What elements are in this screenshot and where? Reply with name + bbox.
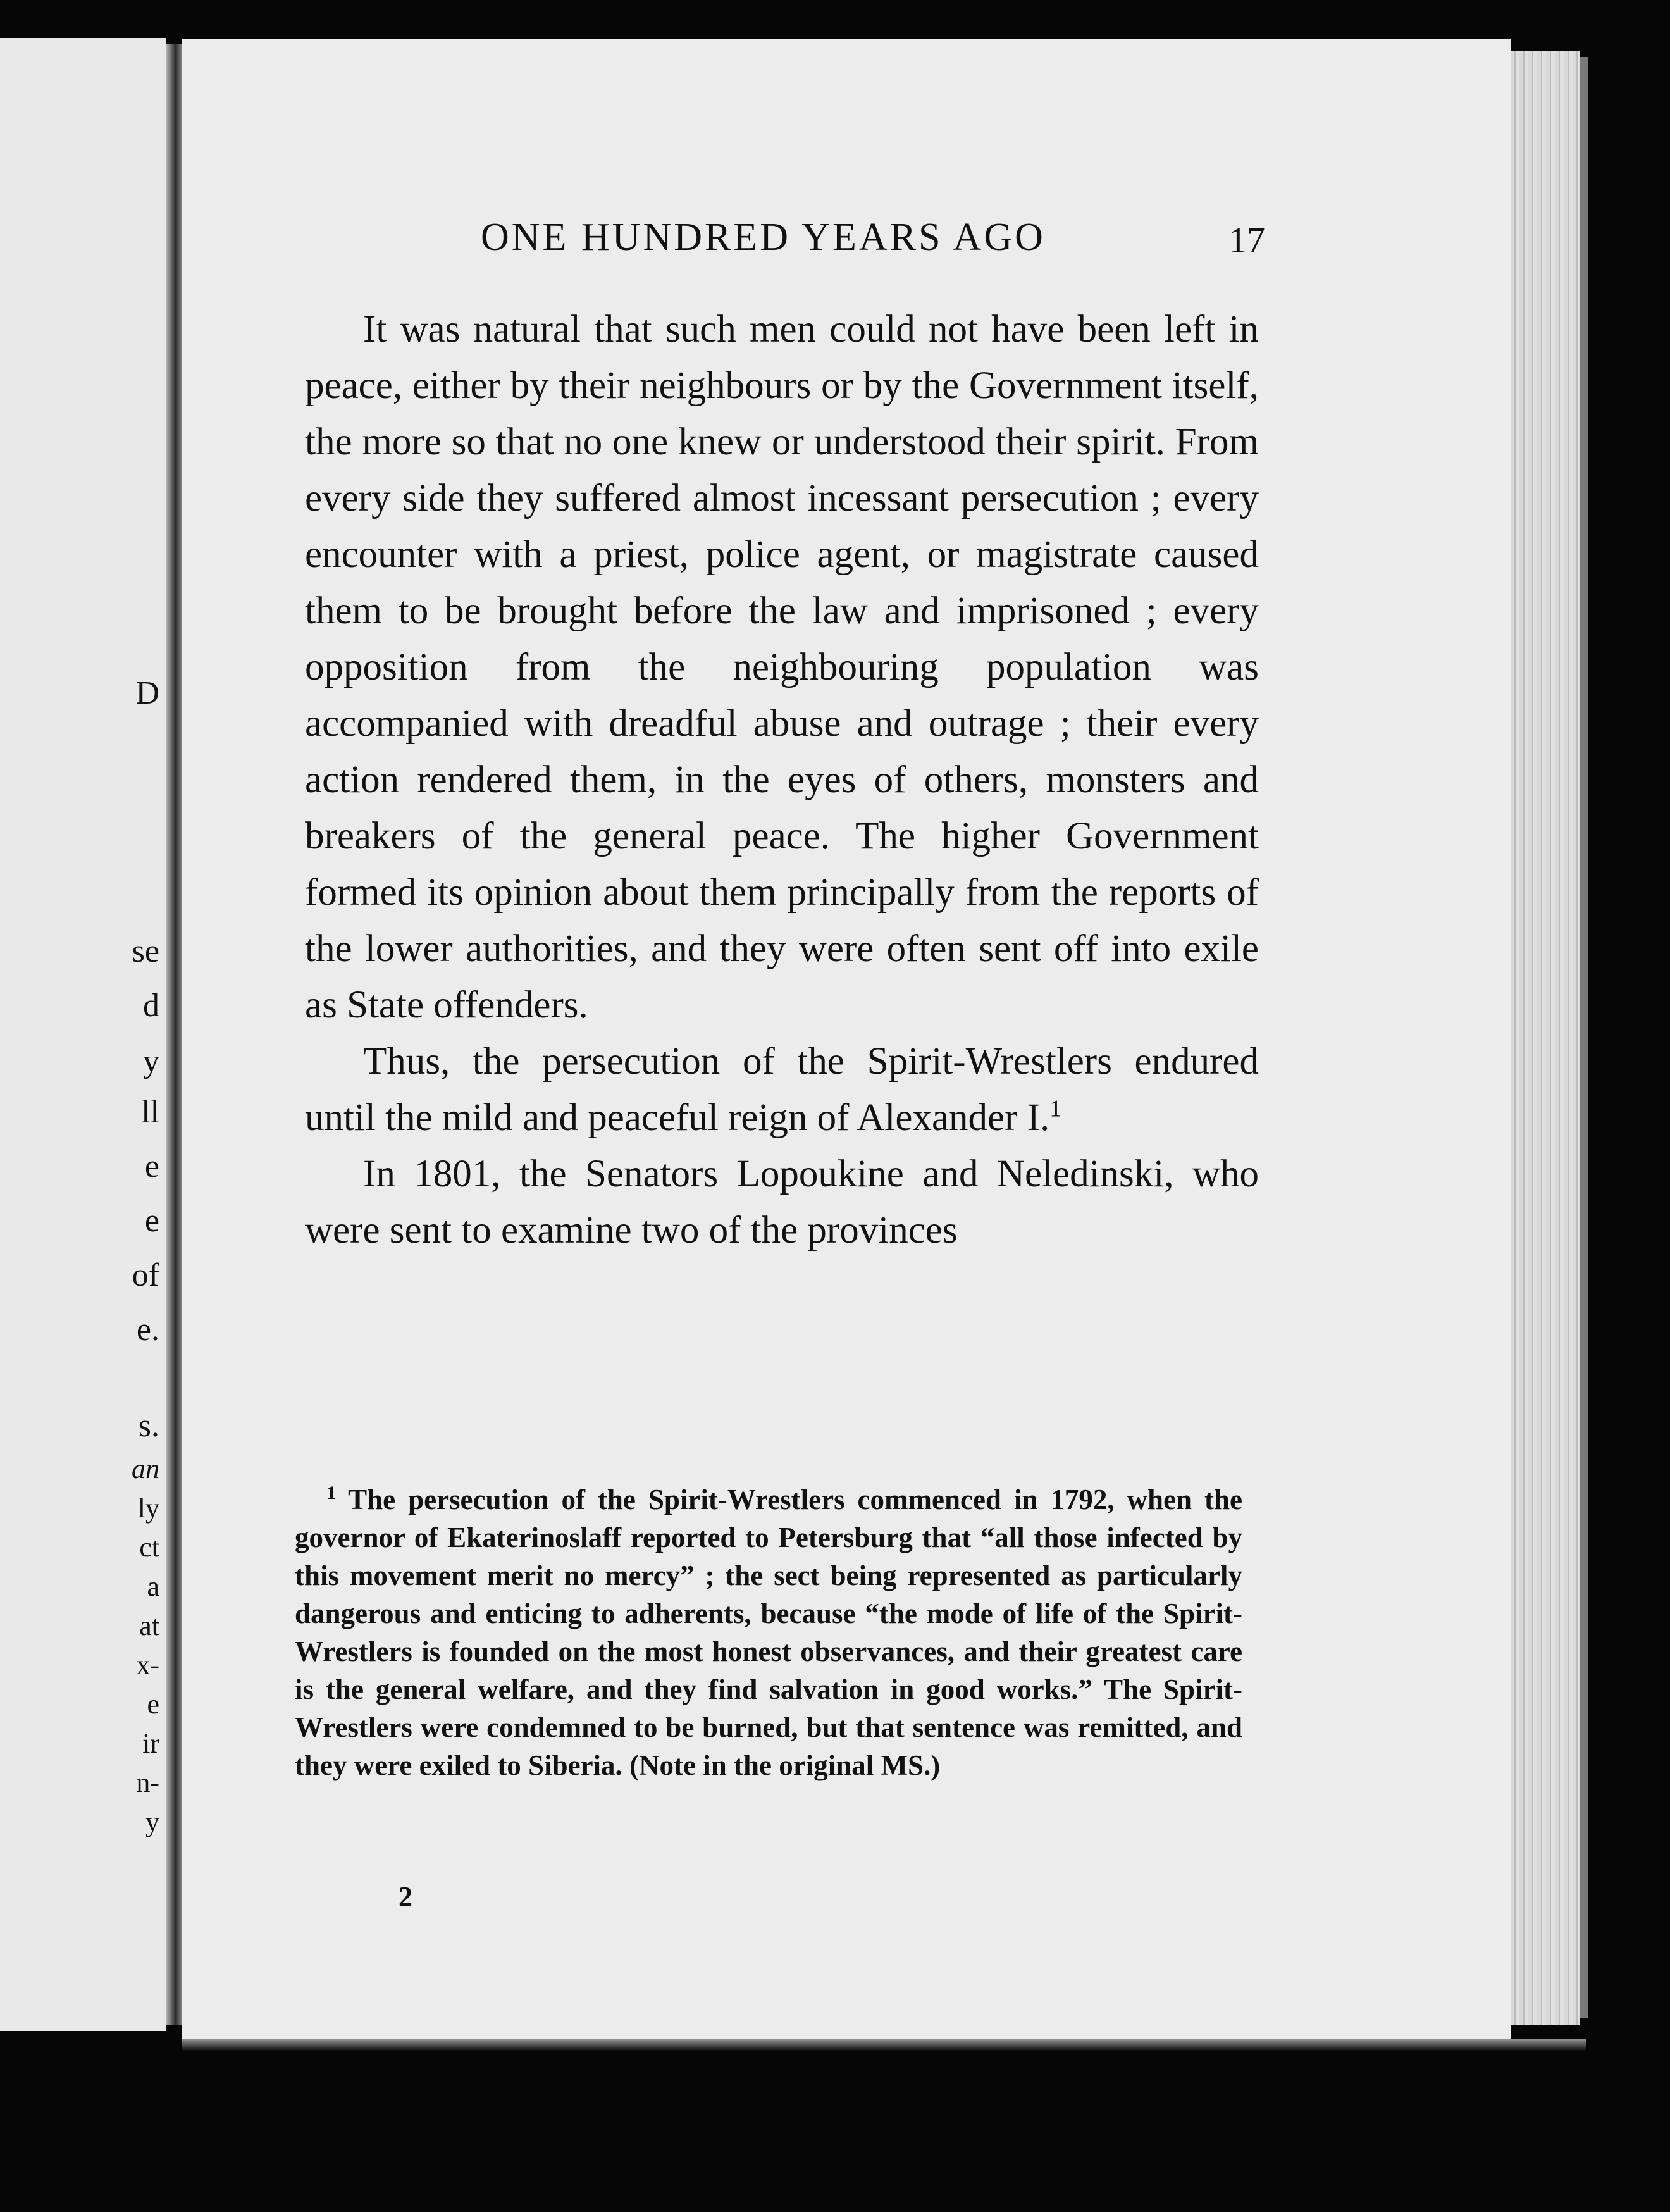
facing-page-fragment: y (145, 1806, 159, 1837)
page-bottom-shadow (182, 2039, 1586, 2051)
page-number: 17 (1228, 220, 1265, 261)
facing-page-fragment: e (144, 1148, 159, 1184)
facing-page-fragment: a (147, 1571, 159, 1602)
facing-page-fragment: x- (136, 1650, 159, 1681)
facing-page-fragment: s. (138, 1408, 159, 1444)
facing-page-fragment: ct (139, 1532, 159, 1563)
paragraph-text: In 1801, the Senators Lopoukine and Neledinski, who were sent to examine two of the provinces (305, 1153, 1259, 1252)
book-gutter (166, 44, 182, 2025)
facing-page (0, 38, 166, 2031)
facing-page-fragment: D (135, 675, 159, 711)
body-text (305, 301, 1259, 1258)
footnote-marker: 1 (326, 1482, 336, 1503)
facing-page-fragment: se (132, 933, 159, 969)
facing-page-fragment: e (144, 1203, 159, 1239)
facing-page-fragment: at (139, 1610, 159, 1641)
facing-page-fragment: n- (136, 1767, 159, 1798)
paragraph-text: Thus, the persecution of the Spirit-Wrestlers endured until the mild and peaceful reign of Alexander I. (305, 1040, 1259, 1139)
facing-page-fragment: d (143, 988, 159, 1024)
page-edges-shadow (1580, 57, 1588, 2018)
facing-page-fragment: of (132, 1257, 159, 1293)
facing-page-fragment: e. (136, 1312, 159, 1348)
facing-page-fragment: e (147, 1689, 159, 1720)
paragraph (305, 1033, 1259, 1146)
facing-page-fragment: y (143, 1043, 159, 1079)
signature-mark: 2 (399, 1881, 412, 1912)
footnote-text: The persecution of the Spirit-Wrestlers commenced in 1792, when the governor of Ekaterinoslaff reported to Petersburg that “all those infected by this movement merit no mercy” ; the sect being represented as particularly dangerous and enticing to adherents, because “the mode of life of the Spirit-Wrestlers is founded on the most honest observances, and their greatest care is the general welfare, and they find salvation in good works.” The Spirit-Wrestlers were condemned to be burned, but that sentence was remitted, and they were exiled to Siberia. (Note in the original MS.) (295, 1484, 1242, 1781)
paragraph-text: It was natural that such men could not have been left in peace, either by their neighbours or by the Government itself, the more so that no one knew or understood their spirit. From every side they suffered almost incessant persecution ; every encounter with a priest, police agent, or magistrate caused them to be brought before the law and imprisoned ; every opposition from the neighbouring population was accompanied with dreadful abuse and outrage ; their every action rendered them, in the eyes of others, monsters and breakers of the general peace. The higher Government formed its opinion about them principally from the reports of the lower authorities, and they were often sent off into exile as State offenders. (305, 308, 1259, 1026)
facing-page-fragment: ir (142, 1728, 159, 1759)
footnote-reference: 1 (1049, 1095, 1062, 1122)
facing-page-fragment: an (132, 1453, 159, 1484)
facing-page-fragment: ll (141, 1094, 159, 1130)
paragraph (305, 301, 1259, 1033)
running-title: ONE HUNDRED YEARS AGO (481, 216, 1046, 259)
paragraph (305, 1146, 1259, 1258)
facing-page-fragment: ly (137, 1493, 159, 1524)
page-edges (1511, 51, 1580, 2025)
page-header (310, 215, 1265, 266)
footnote (295, 1481, 1242, 1784)
